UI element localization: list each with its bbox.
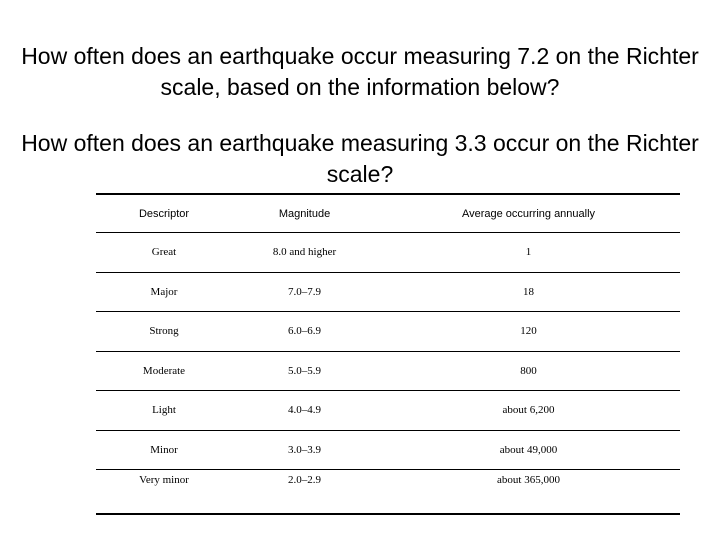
cell-magnitude: 8.0 and higher — [232, 233, 377, 273]
cell-descriptor: Minor — [96, 430, 232, 470]
cell-average: 800 — [377, 351, 680, 391]
cell-magnitude: 4.0–4.9 — [232, 391, 377, 431]
cell-magnitude — [232, 470, 377, 515]
cell-average: about 6,200 — [377, 391, 680, 431]
cell-average — [377, 470, 680, 515]
table-row — [96, 312, 680, 352]
cell-descriptor: Major — [96, 272, 232, 312]
table-row — [96, 233, 680, 273]
cell-average: 120 — [377, 312, 680, 352]
cell-descriptor: Light — [96, 391, 232, 431]
table-row — [96, 470, 680, 515]
header-magnitude: Magnitude — [232, 194, 377, 233]
question-1: How often does an earthquake occur measuring 7.2 on the Richter scale, based on the information below? — [21, 43, 699, 100]
cell-descriptor: Great — [96, 233, 232, 273]
cell-descriptor-text: Very minor — [139, 474, 189, 486]
table-row — [96, 391, 680, 431]
cell-descriptor: Strong — [96, 312, 232, 352]
cell-magnitude: 7.0–7.9 — [232, 272, 377, 312]
earthquake-table-container — [96, 193, 680, 515]
header-average-annually: Average occurring annually — [377, 194, 680, 233]
cell-descriptor: Moderate — [96, 351, 232, 391]
cell-average-text: about 365,000 — [497, 474, 560, 486]
table-row — [96, 430, 680, 470]
cell-average: about 49,000 — [377, 430, 680, 470]
table-row — [96, 272, 680, 312]
header-descriptor: Descriptor — [96, 194, 232, 233]
cell-magnitude: 3.0–3.9 — [232, 430, 377, 470]
question-2: How often does an earthquake measuring 3.3 occur on the Richter scale? — [21, 130, 699, 187]
cell-magnitude-text: 2.0–2.9 — [288, 474, 321, 486]
cell-magnitude: 5.0–5.9 — [232, 351, 377, 391]
table-header-row — [96, 194, 680, 233]
cell-average: 1 — [377, 233, 680, 273]
cell-average: 18 — [377, 272, 680, 312]
earthquake-frequency-table — [96, 193, 680, 515]
table-row — [96, 351, 680, 391]
cell-magnitude: 6.0–6.9 — [232, 312, 377, 352]
cell-descriptor — [96, 470, 232, 515]
